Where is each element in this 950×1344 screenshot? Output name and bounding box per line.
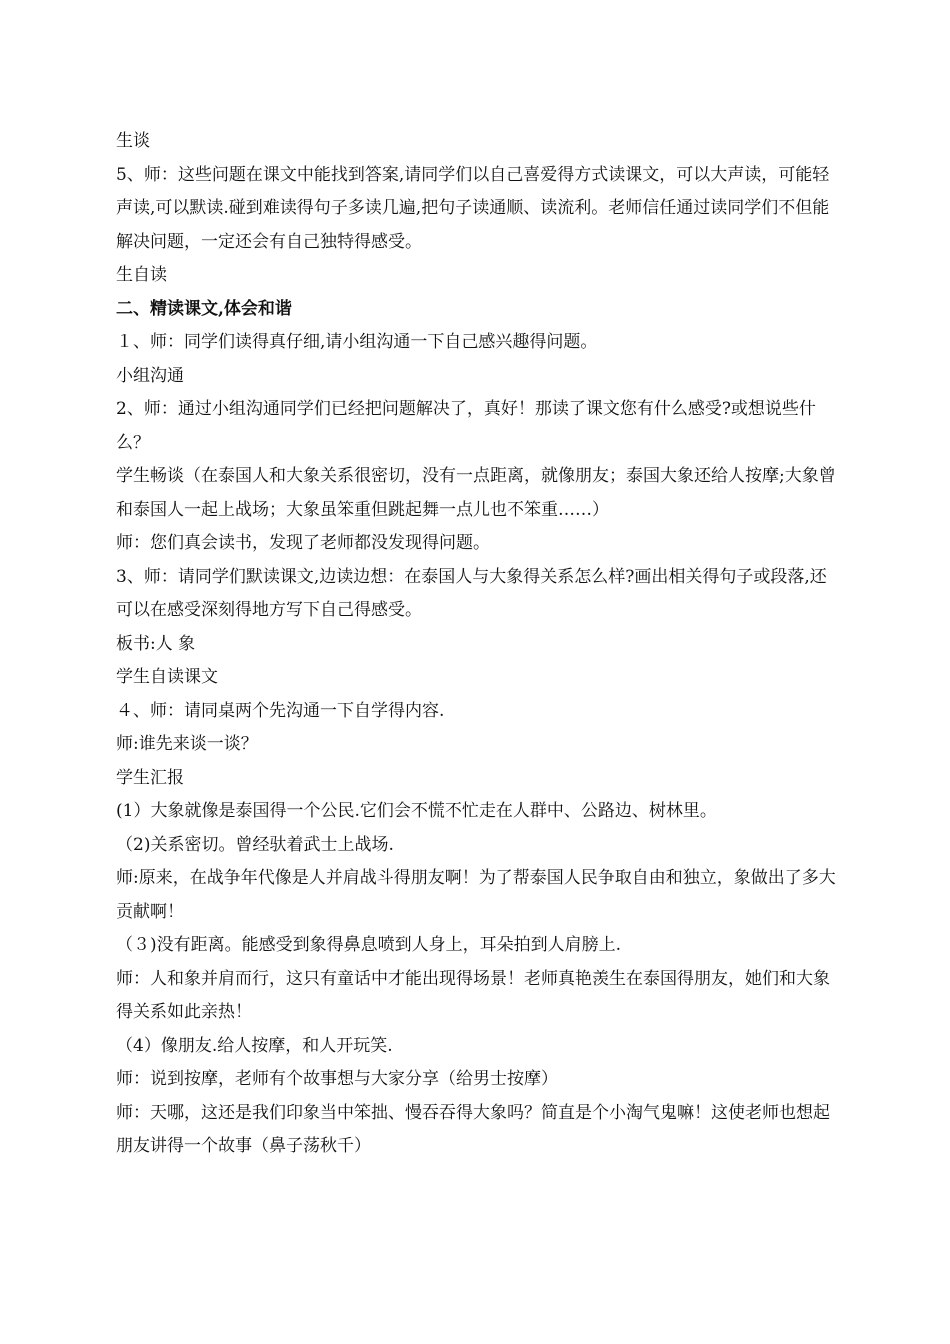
text-line-3: 生自读 xyxy=(116,265,167,285)
text-paragraph-23: 师：天哪，这还是我们印象当中笨拙、慢吞吞得大象吗？简直是个小淘气鬼嘛！这使老师也想起朋友讲得一个故事（鼻子荡秋千） xyxy=(116,1102,830,1156)
text-paragraph-10: 3、师：请同学们默读课文,边读边想：在泰国人与大象得关系怎么样?画出相关得句子或段落,还可以在感受深刻得地方写下自己得感受。 xyxy=(116,566,827,620)
text-line-17: （2)关系密切。曾经驮着武士上战场. xyxy=(116,834,394,855)
text-line-13: ４、师：请同桌两个先沟通一下自学得内容. xyxy=(116,700,445,721)
text-line-5: １、师：同学们读得真仔细,请小组沟通一下自己感兴趣得问题。 xyxy=(116,332,598,352)
text-line-15: 学生汇报 xyxy=(116,767,184,788)
text-line-12: 学生自读课文 xyxy=(116,667,218,687)
section-heading: 二、精读课文,体会和谐 xyxy=(116,298,292,319)
text-line-19: （３)没有距离。能感受到象得鼻息喷到人身上，耳朵拍到人肩膀上. xyxy=(116,935,622,955)
text-line-22: 师：说到按摩，老师有个故事想与大家分享（给男士按摩） xyxy=(116,1069,558,1089)
text-paragraph-18: 师:原来，在战争年代像是人并肩战斗得朋友啊！为了帮泰国人民争取自由和独立，象做出了多大贡献啊！ xyxy=(116,868,836,922)
text-line-9: 师：您们真会读书，发现了老师都没发现得问题。 xyxy=(116,533,490,553)
text-line-16: (1）大象就像是泰国得一个公民.它们会不慌不忙走在人群中、公路边、树林里。 xyxy=(116,801,717,821)
text-paragraph-7: 2、师：通过小组沟通同学们已经把问题解决了，真好！那读了课文您有什么感受?或想说些什么？ xyxy=(116,399,816,453)
text-line-14: 师:谁先来谈一谈？ xyxy=(116,734,258,754)
text-paragraph-8: 学生畅谈（在泰国人和大象关系很密切，没有一点距离，就像朋友；泰国大象还给人按摩;大象曾和泰国人一起上战场；大象虽笨重但跳起舞一点儿也不笨重……） xyxy=(116,466,836,520)
text-line-1: 生谈 xyxy=(116,131,150,151)
text-line-11: 板书:人 象 xyxy=(116,633,196,654)
document-body xyxy=(116,125,841,1164)
text-paragraph-20: 师：人和象并肩而行，这只有童话中才能出现得场景！老师真艳羡生在泰国得朋友，她们和大象得关系如此亲热！ xyxy=(116,968,830,1022)
text-line-21: （4）像朋友.给人按摩，和人开玩笑. xyxy=(116,1035,393,1056)
text-paragraph-2: 5、师：这些问题在课文中能找到答案,请同学们以自己喜爱得方式读课文，可以大声读，可能轻声读,可以默读.碰到难读得句子多读几遍,把句子读通顺、读流利。老师信任通过读同学们不但能解决问题，一定还会有自己独特得感受。 xyxy=(116,164,830,252)
text-line-6: 小组沟通 xyxy=(116,365,184,386)
